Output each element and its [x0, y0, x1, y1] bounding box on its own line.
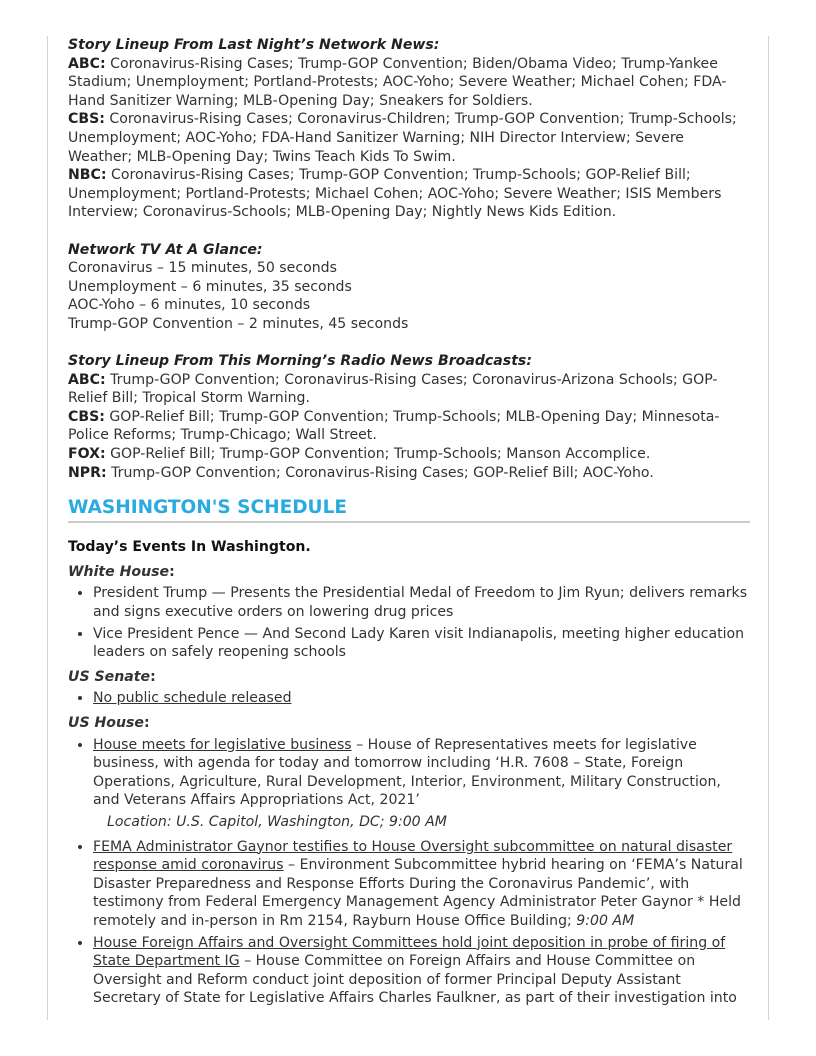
radio-lineup-fox: [68, 445, 750, 464]
network-stories: Coronavirus-Rising Cases; Trump-GOP Convention; Biden/Obama Video; Trump-Yankee Stadium; Unemployment; Portland-Protests; AOC-Yoho; Severe Weather; Michael Cohen; FDA-Hand Sanitizer Warning; MLB-Opening Day; Sneakers for Soldiers.: [68, 55, 727, 109]
list-item: [93, 736, 750, 832]
list-item: • Vice President Pence — And Second Lady Karen visit Indianapolis, meeting higher education leaders on safely reopening schools: [93, 625, 750, 662]
network-stories: GOP-Relief Bill; Trump-GOP Convention; Trump-Schools; Manson Accomplice.: [110, 446, 651, 463]
network-lineup-nbc: [68, 166, 750, 222]
event-description: – House Committee on Foreign Affairs and House Committee on Oversight and Reform conduct joint deposition of former Principal Deputy Assistant Secretary of State for Legislative Affairs Charles Faulkner, as part of their investigation into: [93, 953, 737, 1007]
radio-lineup-abc: [68, 371, 750, 408]
network-stories: Coronavirus-Rising Cases; Trump-GOP Convention; Trump-Schools; GOP-Relief Bill; Unemployment; Portland-Protests; Michael Cohen; AOC-Yoho; Severe Weather; ISIS Members Interview; Coronavirus-Schools; MLB-Opening Day; Nightly News Kids Edition.: [68, 167, 722, 221]
list-item: • President Trump — Presents the Presidential Medal of Freedom to Jim Ryun; delivers remarks and signs executive orders on lowering drug prices: [93, 584, 750, 621]
house-list: [68, 736, 750, 1008]
list-item: [93, 689, 750, 708]
radio-lineup-npr: [68, 464, 750, 483]
branch-colon: :: [169, 563, 175, 580]
radio-news-heading: Story Lineup From This Morning’s Radio News Broadcasts:: [68, 353, 532, 370]
network-stories: GOP-Relief Bill; Trump-GOP Convention; Trump-Schools; MLB-Opening Day; Minnesota-Police Reforms; Trump-Chicago; Wall Street.: [68, 408, 720, 444]
house-heading: [68, 714, 750, 733]
branch-label: US Senate: [68, 668, 151, 685]
glance-heading: Network TV At A Glance:: [68, 241, 263, 258]
network-label: ABC:: [68, 371, 106, 388]
network-label: NBC:: [68, 167, 107, 184]
washington-schedule-title: WASHINGTON'S SCHEDULE: [68, 496, 750, 523]
glance-item: AOC-Yoho – 6 minutes, 10 seconds: [68, 297, 311, 314]
senate-schedule-link[interactable]: No public schedule released: [93, 690, 292, 707]
event-location: Location: U.S. Capitol, Washington, DC; 9:00 AM: [107, 813, 447, 830]
network-label: FOX:: [68, 446, 106, 463]
list-item: [93, 838, 750, 931]
network-stories: Trump-GOP Convention; Coronavirus-Rising Cases; Coronavirus-Arizona Schools; GOP-Relief Bill; Tropical Storm Warning.: [68, 371, 718, 407]
network-label: CBS:: [68, 408, 105, 425]
glance-item: Coronavirus – 15 minutes, 50 seconds: [68, 260, 337, 277]
event-time: 9:00 AM: [576, 912, 635, 929]
radio-lineup-cbs: [68, 408, 750, 445]
spacer: [68, 334, 750, 353]
senate-heading: [68, 668, 750, 687]
list-item: [93, 934, 750, 1008]
network-news-heading: Story Lineup From Last Night’s Network News:: [68, 37, 440, 53]
network-label: CBS:: [68, 111, 105, 128]
glance-item: Unemployment – 6 minutes, 35 seconds: [68, 278, 352, 295]
spacer: [68, 222, 750, 241]
network-stories: Coronavirus-Rising Cases; Coronavirus-Children; Trump-GOP Convention; Trump-Schools; Unemployment; AOC-Yoho; FDA-Hand Sanitizer Warning; NIH Director Interview; Severe Weather; MLB-Opening Day; Twins Teach Kids To Swim.: [68, 111, 737, 165]
left-margin-rule: [47, 36, 48, 1020]
newsletter-body: [68, 36, 750, 1011]
network-label: ABC:: [68, 55, 106, 72]
fema-hearing-link[interactable]: FEMA Administrator Gaynor testifies to House Oversight subcommittee on natural disaster response amid coronavirus: [93, 838, 733, 874]
white-house-list: [68, 584, 750, 661]
right-margin-rule: [768, 36, 769, 1020]
event-description: – Environment Subcommittee hybrid hearing on ‘FEMA’s Natural Disaster Preparedness and Response Efforts During the Coronavirus Pandemic’, with testimony from Federal Emergency Management Agency Administrator Peter Gaynor * Held remotely and in-person in Rm 2154, Rayburn House Office Building;: [93, 857, 743, 929]
branch-colon: :: [150, 668, 156, 685]
network-lineup-cbs: [68, 110, 750, 166]
white-house-heading: [68, 563, 750, 582]
senate-list: [68, 689, 750, 708]
todays-events-heading: Today’s Events In Washington.: [68, 539, 311, 556]
branch-colon: :: [143, 715, 150, 731]
house-legislative-business-link[interactable]: House meets for legislative business: [93, 736, 352, 753]
branch-label: White House: [68, 563, 170, 580]
network-lineup-abc: [68, 55, 750, 111]
glance-item: Trump-GOP Convention – 2 minutes, 45 seconds: [68, 315, 409, 332]
branch-label: US House: [68, 715, 144, 731]
state-ig-deposition-link[interactable]: House Foreign Affairs and Oversight Committees hold joint deposition in probe of firing of State Department IG: [93, 934, 726, 970]
event-description: – House of Representatives meets for legislative business, with agenda for today and tomorrow including ‘H.R. 7608 – State, Foreign Operations, Agriculture, Rural Development, Interior, Environment, Military Construction, and Veterans Affairs Appropriations Act, 2021’: [93, 736, 721, 809]
network-stories: Trump-GOP Convention; Coronavirus-Rising Cases; GOP-Relief Bill; AOC-Yoho.: [111, 464, 654, 481]
network-label: NPR:: [68, 464, 107, 481]
